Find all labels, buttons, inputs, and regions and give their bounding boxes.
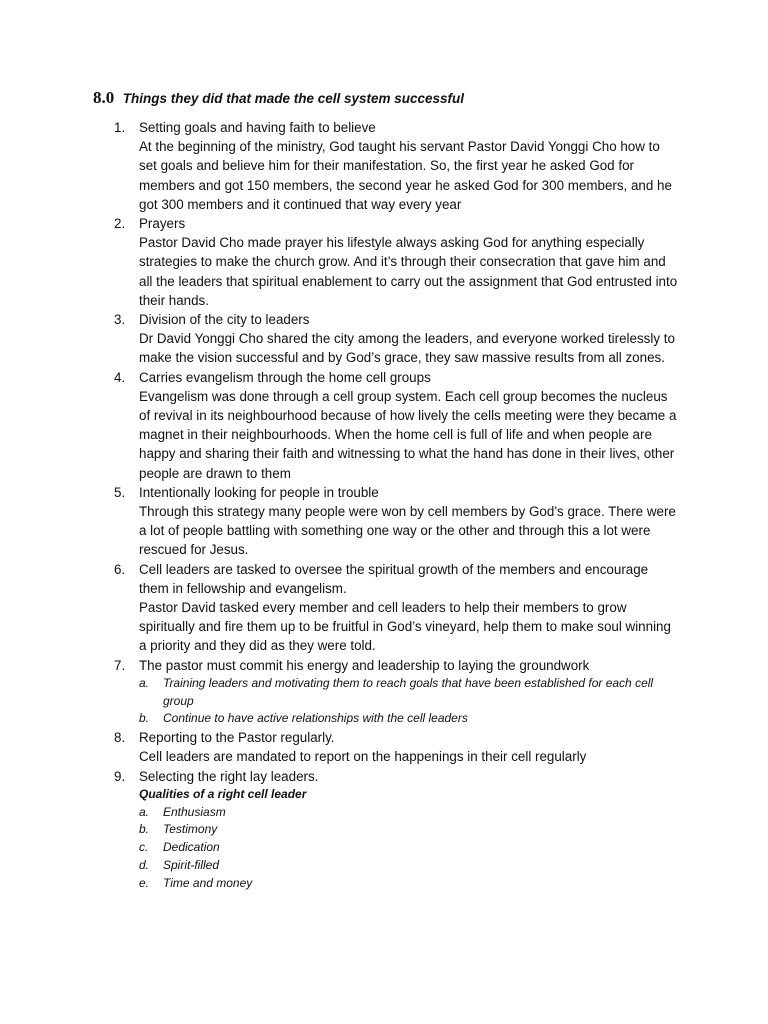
item-body: Evangelism was done through a cell group system. Each cell group becomes the nucleus of revival in its neighbourhood because of how lively the cells meeting were they became a magnet in their neighbourhoods. When the home cell is full of life and when people are happy and sharing their faith and witnessing to what the hand has done in their lives, other people are drawn to them [139,388,677,481]
item-number: 6. [114,561,126,577]
item-body: Dr David Yonggi Cho shared the city among the leaders, and everyone worked tirelessly to make the vision successful and by God’s grace, they saw massive results from all zones. [139,331,675,366]
sub-letter: b. [139,711,150,726]
sub-letter: a. [139,804,150,819]
item-body: Pastor David tasked every member and cell leaders to help their members to grow spiritually and fire them up to be fruitful in God’s vineyard, help them to make soul winning a priority and they did as they were told. [139,600,671,654]
item-title: The pastor must commit his energy and leadership to laying the groundwork [139,657,590,673]
item-title: Carries evangelism through the home cell groups [139,369,431,385]
numbered-list [114,118,679,893]
sub-letter: b. [139,822,150,837]
item-title: Selecting the right lay leaders. [139,768,319,784]
sub-text: Continue to have active relationships with the cell leaders [163,711,468,726]
item-title: Cell leaders are tasked to oversee the spiritual growth of the members and encourage them in fellowship and evangelism. [139,561,649,596]
item-title: Prayers [139,216,186,232]
item-number: 7. [114,657,126,673]
sub-letter: a. [139,675,150,690]
item-title: Setting goals and having faith to believe [139,120,376,135]
section-title: Things they did that made the cell system successful [122,91,465,106]
item-body: Through this strategy many people were won by cell members by God’s grace. There were a lot of people battling with something one way or the other and through this a lot were rescued for Jesus. [139,504,676,558]
quality-text: Testimony [163,822,218,837]
sub-letter: e. [139,875,150,890]
item-number: 8. [114,730,126,746]
sub-letter: c. [139,840,149,855]
item-number: 3. [114,312,126,328]
sub-list-item [139,710,679,728]
sub-letter: d. [139,858,150,873]
quality-item [139,857,679,875]
item-body: Cell leaders are mandated to report on the happenings in their cell regularly [139,749,587,765]
sub-text: Training leaders and motivating them to reach goals that have been established for each cell group [163,675,654,708]
list-item-3 [114,310,679,368]
quality-text: Time and money [163,875,253,890]
item-number: 4. [114,369,126,385]
item-number: 9. [114,768,126,784]
quality-item [139,821,679,839]
item-title: Division of the city to leaders [139,312,310,328]
list-item-1 [114,118,679,214]
list-item-5 [114,483,679,560]
list-item-8 [114,728,679,766]
section-heading [93,88,464,108]
sub-list [139,675,679,728]
list-item-4 [114,368,679,483]
list-item-6 [114,560,679,656]
quality-text: Enthusiasm [163,804,226,819]
item-title: Intentionally looking for people in trouble [139,484,379,500]
qualities-heading: Qualities of a right cell leader [139,786,307,801]
item-body: Pastor David Cho made prayer his lifestyle always asking God for anything especially strategies to make the church grow. And it’s through their consecration that gave him and all the leaders that spiritual enablement to carry out the assignment that God entrusted into their hands. [139,235,678,308]
item-number: 5. [114,484,126,500]
list-item-7 [114,656,679,729]
section-number: 8.0 [93,88,115,107]
item-number: 2. [114,216,126,232]
sub-list-item [139,675,679,711]
list-item-9 [114,767,679,893]
quality-item [139,839,679,857]
qualities-list [139,804,679,893]
quality-text: Dedication [163,840,220,855]
item-title: Reporting to the Pastor regularly. [139,730,335,746]
item-number: 1. [114,120,126,135]
quality-item [139,875,679,893]
quality-item [139,804,679,822]
item-body: At the beginning of the ministry, God taught his servant Pastor David Yonggi Cho how to set goals and believe him for their manifestation. So, the first year he asked God for members and got 150 members, the second year he asked God for 300 members, and he got 300 members and it continued that way every year [139,139,672,212]
list-item-2 [114,214,679,310]
quality-text: Spirit-filled [163,858,220,873]
